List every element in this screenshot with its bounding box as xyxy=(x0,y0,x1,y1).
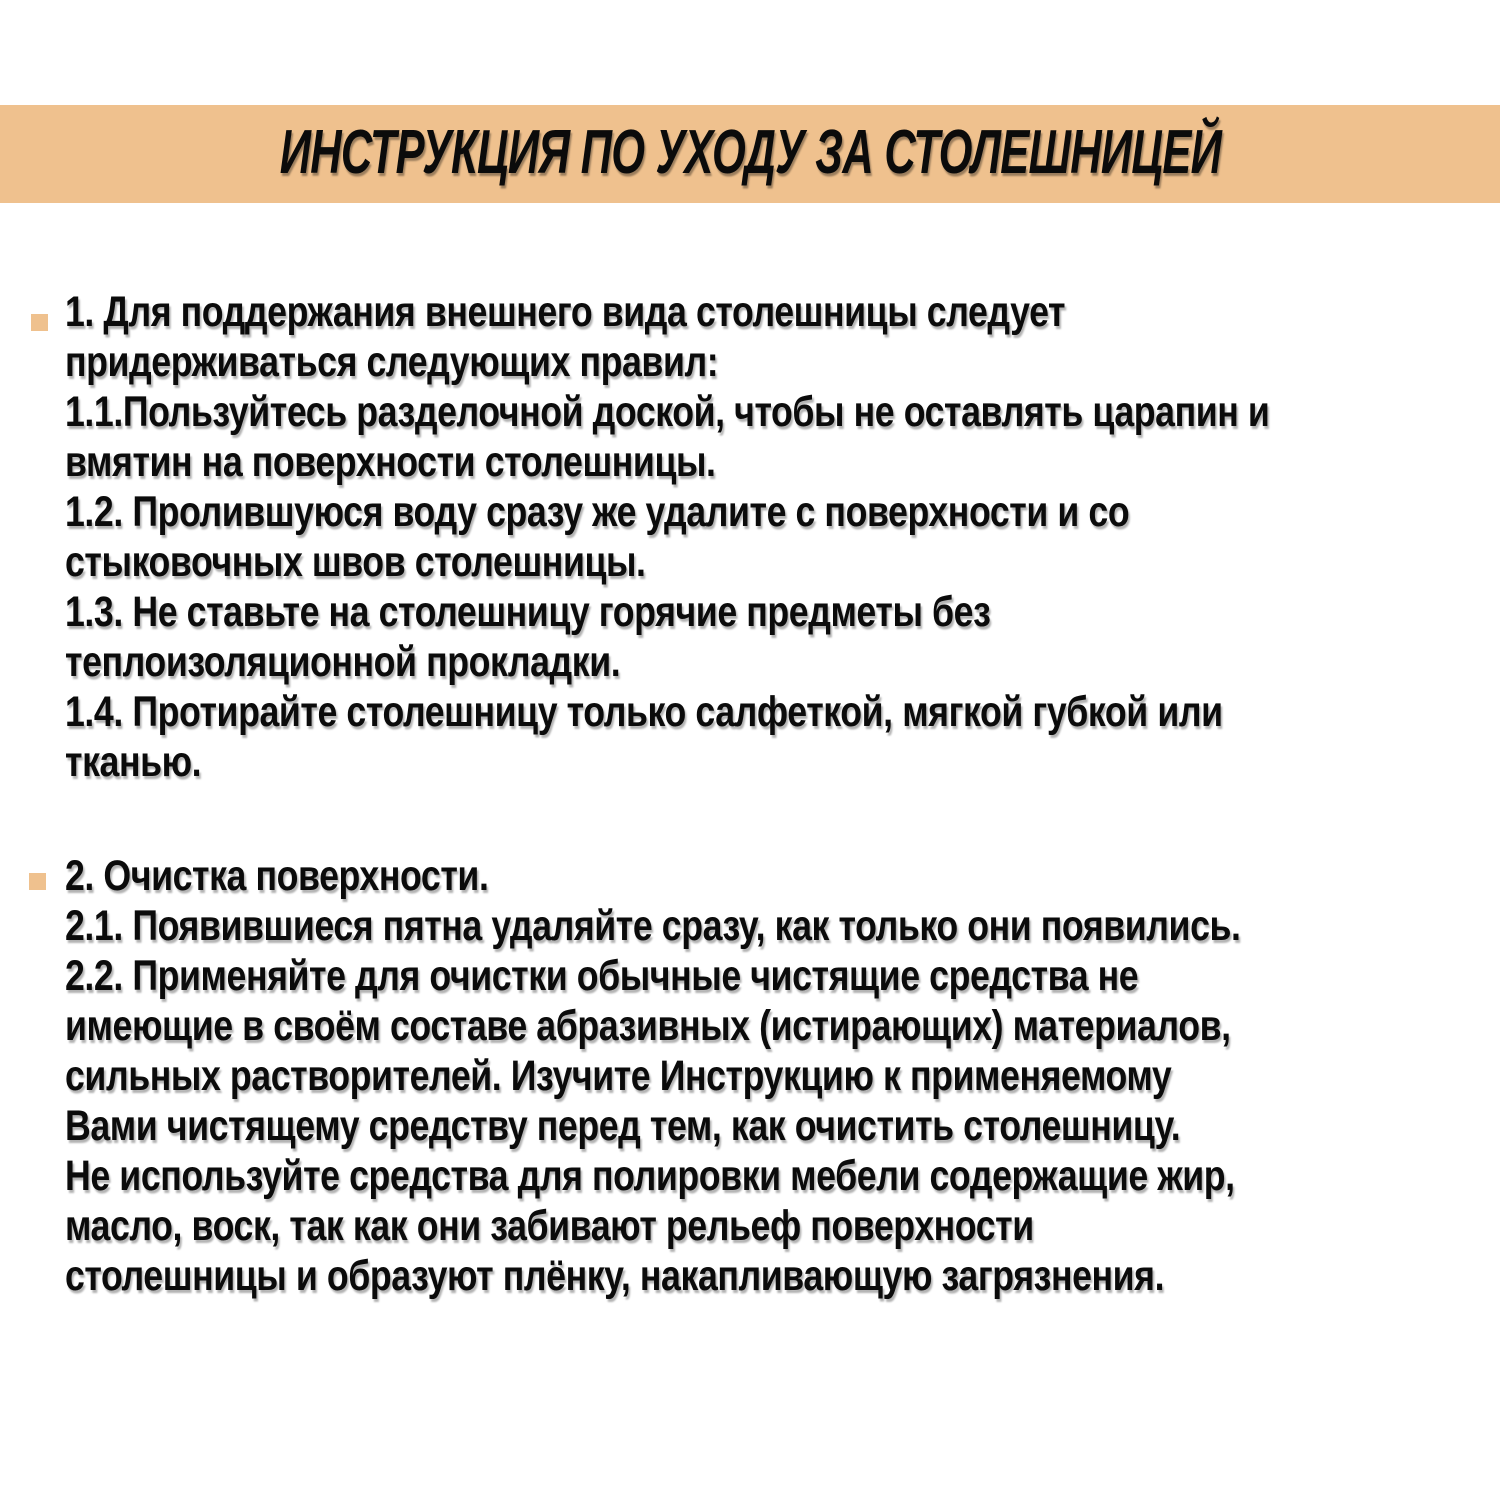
text-line: теплоизоляционной прокладки. xyxy=(65,638,621,686)
text-line: Не используйте средства для полировки мебели содержащие жир, xyxy=(65,1152,1235,1200)
text-line: придерживаться следующих правил: xyxy=(65,338,719,386)
text-line: 2.1. Появившиеся пятна удаляйте сразу, как только они появились. xyxy=(65,902,1241,950)
square-bullet-icon xyxy=(29,873,46,890)
text-line: 1.2. Пролившуюся воду сразу же удалите с поверхности и со xyxy=(65,488,1130,536)
text-line: 1.1.Пользуйтесь разделочной доской, чтобы не оставлять царапин и xyxy=(65,388,1270,436)
text-line: 2.2. Применяйте для очистки обычные чистящие средства не xyxy=(65,952,1139,1000)
text-line: вмятин на поверхности столешницы. xyxy=(65,438,716,486)
text-line: Вами чистящему средству перед тем, как очистить столешницу. xyxy=(65,1102,1181,1150)
text-line: 1.4. Протирайте столешницу только салфеткой, мягкой губкой или xyxy=(65,688,1223,736)
page-title: ИНСТРУКЦИЯ ПО УХОДУ ЗА СТОЛЕШНИЦЕЙ xyxy=(279,117,1221,187)
square-bullet-icon xyxy=(31,314,48,331)
text-line: масло, воск, так как они забивают рельеф поверхности xyxy=(65,1202,1034,1250)
text-line: имеющие в своём составе абразивных (истирающих) материалов, xyxy=(65,1002,1231,1050)
title-banner xyxy=(0,105,1500,203)
text-line: столешницы и образуют плёнку, накапливающую загрязнения. xyxy=(65,1252,1165,1300)
text-line: стыковочных швов столешницы. xyxy=(65,538,646,586)
text-line: 1. Для поддержания внешнего вида столешницы следует xyxy=(65,288,1066,336)
text-line: сильных растворителей. Изучите Инструкцию к применяемому xyxy=(65,1052,1172,1100)
text-line: 2. Очистка поверхности. xyxy=(65,852,489,900)
section-surface-cleaning xyxy=(65,851,1481,1301)
text-line: 1.3. Не ставьте на столешницу горячие предметы без xyxy=(65,588,991,636)
section-appearance-rules xyxy=(65,287,1500,787)
text-line: тканью. xyxy=(65,738,202,786)
